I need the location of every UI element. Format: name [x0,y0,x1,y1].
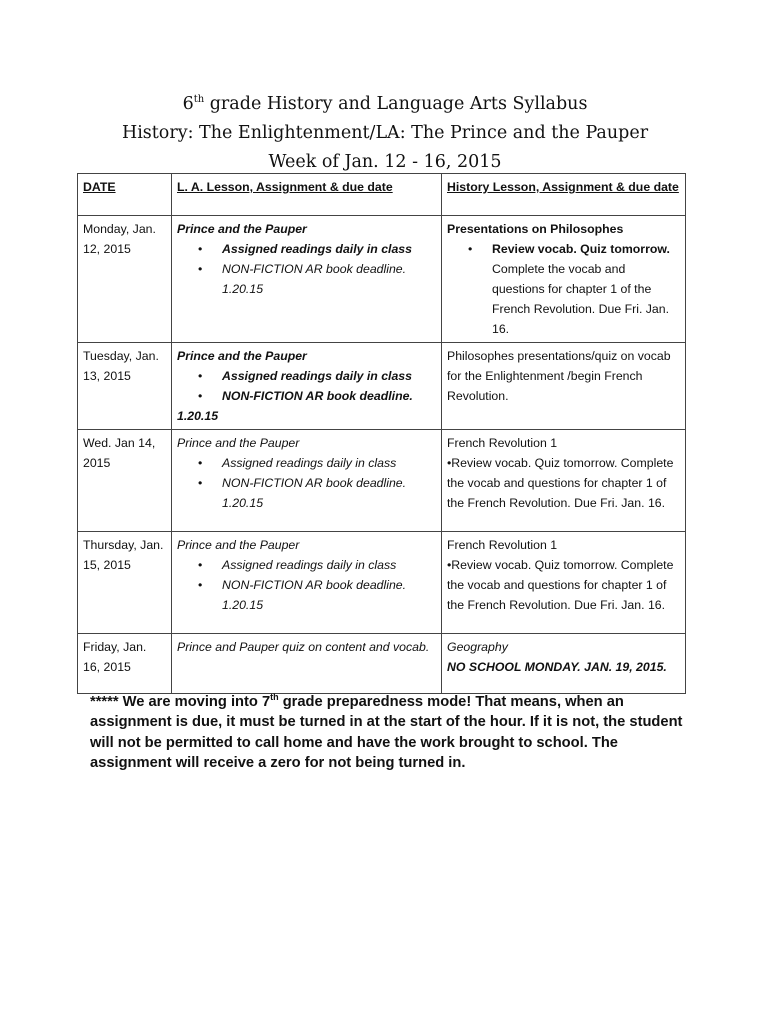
history-title: Presentations on Philosophes [447,222,624,236]
history-cell [442,216,686,343]
la-cell [172,532,442,634]
date-cell: Friday, Jan. 16, 2015 [78,634,172,694]
list-item: • Assigned readings daily in class [222,239,436,259]
la-cell: Prince and Pauper quiz on content and vocab. [172,634,442,694]
history-title: French Revolution 1 [447,436,558,450]
la-title: Prince and the Pauper [177,222,307,236]
history-cell [442,430,686,532]
list-item: • NON-FICTION AR book deadline. 1.20.15 [222,259,436,299]
history-note: NO SCHOOL MONDAY. JAN. 19, 2015. [447,660,667,674]
table-row [78,430,686,532]
la-deadline: 1.20.15 [177,409,219,423]
table-row [78,634,686,694]
list-item: • NON-FICTION AR book deadline. [222,386,436,406]
list-item: • Assigned readings daily in class [222,366,436,386]
table-row [78,532,686,634]
la-cell [172,430,442,532]
date-cell: Tuesday, Jan. 13, 2015 [78,343,172,430]
column-header: DATE [78,174,172,216]
history-title: French Revolution 1 [447,538,558,552]
preparedness-note: ***** We are moving into 7th grade preparedness mode! That means, when an assignment is due, it must be turned in at the start of the hour. If it is not, the student will not be permitted to call home and have the work brought to school. The assignment will receive a zero for not being turned in. [90,692,683,772]
history-cell [442,634,686,694]
list-item: • Assigned readings daily in class [222,453,436,473]
column-header: History Lesson, Assignment & due date [442,174,686,216]
list-item: • NON-FICTION AR book deadline. 1.20.15 [222,473,436,513]
la-cell [172,216,442,343]
title-line-2: History: The Enlightenment/LA: The Prince and the Pauper [121,123,649,143]
date-cell: Wed. Jan 14, 2015 [78,430,172,532]
table-header-row [78,174,686,216]
date-cell: Monday, Jan. 12, 2015 [78,216,172,343]
list-item: • Review vocab. Quiz tomorrow. Complete the vocab and questions for chapter 1 of the French Revolution. Due Fri. Jan. 16. [492,239,680,339]
la-title: Prince and the Pauper [177,538,300,552]
date-cell: Thursday, Jan. 15, 2015 [78,532,172,634]
la-title: Prince and the Pauper [177,349,307,363]
title-line-1: 6th grade History and Language Arts Syllabus [182,94,588,114]
history-cell [442,532,686,634]
history-text: •Review vocab. Quiz tomorrow. Complete the vocab and questions for chapter 1 of the French Revolution. Due Fri. Jan. 16. [447,558,674,612]
table-row [78,343,686,430]
la-title: Prince and the Pauper [177,436,300,450]
title-line-3: Week of Jan. 12 - 16, 2015 [268,152,502,172]
list-item: • Assigned readings daily in class [222,555,436,575]
list-item: • NON-FICTION AR book deadline. 1.20.15 [222,575,436,615]
la-cell [172,343,442,430]
table-row [78,216,686,343]
history-title: Geography [447,640,508,654]
column-header: L. A. Lesson, Assignment & due date [172,174,442,216]
syllabus-table [77,173,686,694]
history-cell: Philosophes presentations/quiz on vocab for the Enlightenment /begin French Revolution. [442,343,686,430]
history-text: •Review vocab. Quiz tomorrow. Complete the vocab and questions for chapter 1 of the French Revolution. Due Fri. Jan. 16. [447,456,674,510]
